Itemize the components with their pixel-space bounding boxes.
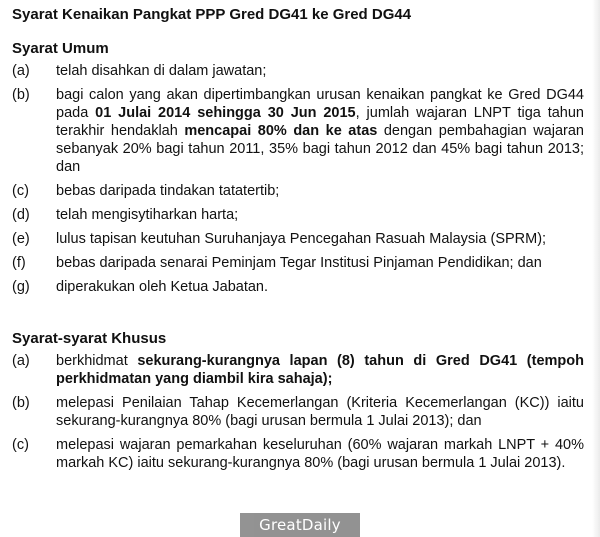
bold-text: sekurang-kurangnya lapan (8) tahun di Gred DG41 (tempoh perkhidmatan yang diambil kira sahaja); [56,353,584,387]
umum-list [12,62,584,296]
umum-item-number: (a) [12,63,30,79]
bold-text: mencapai 80% dan ke atas [184,123,378,139]
khusus-item-text [56,394,584,430]
khusus-item-text [56,352,584,388]
text-run: diperakukan oleh Ketua Jabatan. [56,279,269,295]
text-run: lulus tapisan keutuhan Suruhanjaya Pencegahan Rasuah Malaysia (SPRM); [56,231,547,247]
umum-item-text [56,62,584,80]
section-heading-khusus: Syarat-syarat Khusus [12,330,167,347]
text-run: telah mengisytiharkan harta; [56,207,239,223]
text-run: bebas daripada senarai Peminjam Tegar Institusi Pinjaman Pendidikan; dan [56,255,542,271]
umum-item [12,86,584,176]
umum-item-text [56,230,584,248]
umum-item-text [56,278,584,296]
watermark: GreatDaily [240,513,360,537]
umum-item-number: (c) [12,183,29,199]
page-edge-shadow [592,0,600,537]
umum-item [12,62,584,80]
text-run: bebas daripada tindakan tatatertib; [56,183,280,199]
text-run: melepasi wajaran pemarkahan keseluruhan (60% wajaran markah LNPT + 40% markah KC) iaitu sekurang-kurangnya 80% (bagi urusan bermula 1 Julai 2013). [56,437,584,471]
khusus-item-number: (b) [12,395,30,411]
document-title: Syarat Kenaikan Pangkat PPP Gred DG41 ke Gred DG44 [12,6,412,23]
khusus-item-number: (a) [12,353,30,369]
khusus-list [12,352,584,472]
bold-text: 01 Julai 2014 sehingga 30 Jun 2015 [95,105,356,121]
khusus-item [12,436,584,472]
text-run: melepasi Penilaian Tahap Kecemerlangan (Kriteria Kecemerlangan (KC)) iaitu sekurang-kurangnya 80% (bagi urusan bermula 1 Julai 2013); dan [56,395,584,429]
umum-item-number: (d) [12,207,30,223]
umum-item-text [56,86,584,176]
text-run: dengan pembahagian wajaran sebanyak 20% bagi tahun 2011, 35% bagi tahun 2012 dan 45% bagi tahun 2013; dan [56,123,584,175]
umum-item [12,206,584,224]
umum-item-text [56,206,584,224]
umum-item-number: (f) [12,255,26,271]
khusus-item-number: (c) [12,437,29,453]
umum-item-text [56,182,584,200]
section-heading-umum: Syarat Umum [12,40,109,57]
text-run: bagi calon yang akan dipertimbangkan urusan kenaikan pangkat ke Gred DG44 pada [56,87,584,121]
khusus-item-text [56,436,584,472]
umum-item [12,230,584,248]
text-run: telah disahkan di dalam jawatan; [56,63,267,79]
khusus-item [12,394,584,430]
umum-item [12,254,584,272]
umum-item-number: (e) [12,231,30,247]
umum-item-text [56,254,584,272]
umum-item [12,278,584,296]
umum-item [12,182,584,200]
document [12,6,584,478]
text-run: , jumlah wajaran LNPT tiga tahun terakhir hendaklah [56,105,584,139]
umum-item-number: (g) [12,279,30,295]
khusus-item [12,352,584,388]
umum-item-number: (b) [12,87,30,103]
text-run: berkhidmat [56,353,138,369]
